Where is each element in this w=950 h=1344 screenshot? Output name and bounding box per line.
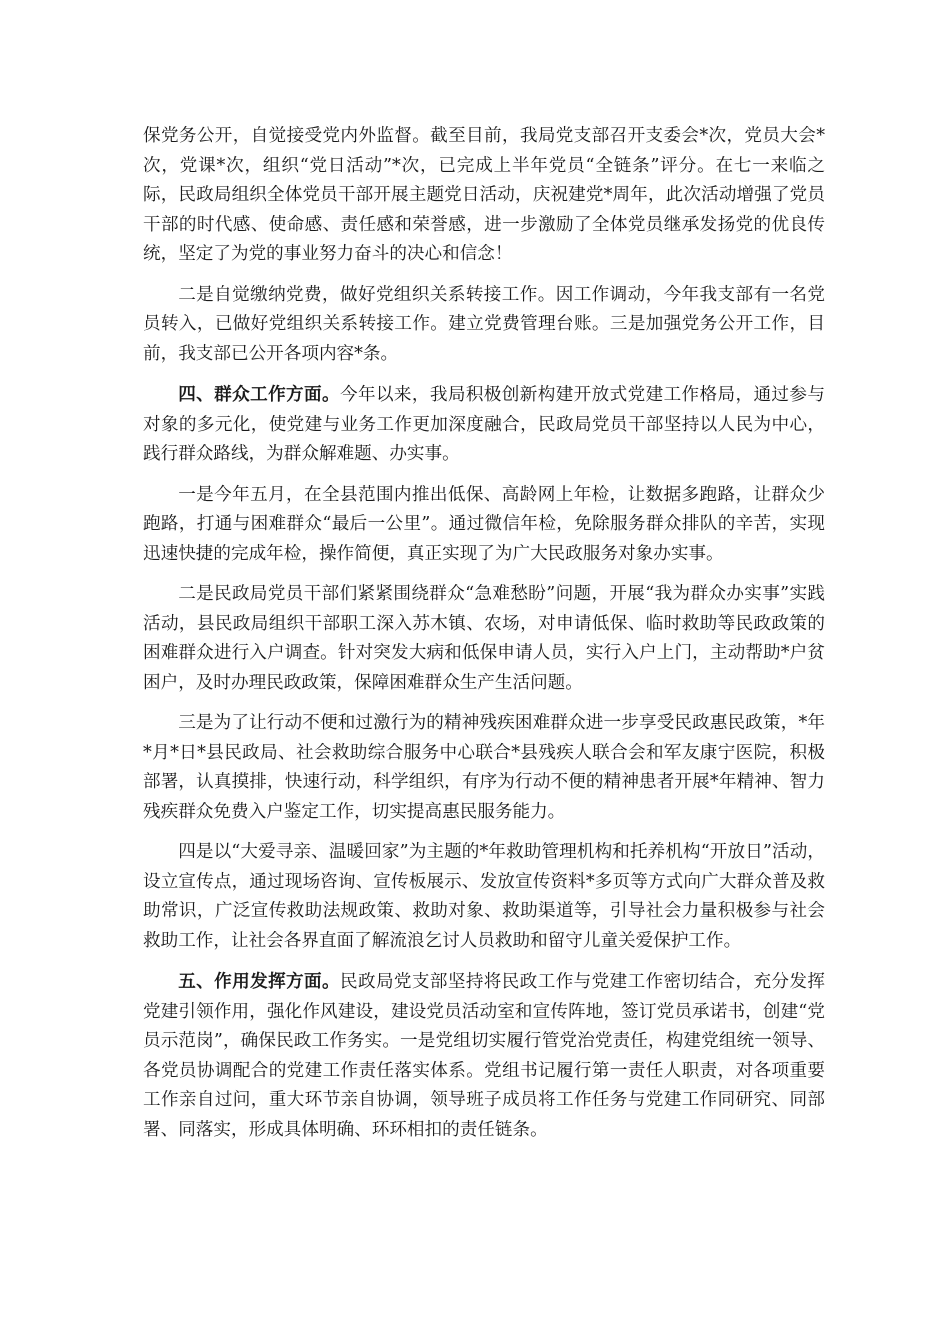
document-body xyxy=(143,122,825,1156)
paragraph-5 xyxy=(143,580,825,698)
paragraph-7 xyxy=(143,838,825,956)
section-heading: 四、群众工作方面。 xyxy=(178,384,340,405)
paragraph-text: 保党务公开，自觉接受党内外监督。截至目前，我局党支部召开支委会*次，党员大会*次，党课*次，组织“党日活动”*次，已完成上半年党员“全链条”评分。在七一来临之际，民政局组织全体党员干部开展主题党日活动，庆祝建党*周年，此次活动增强了党员干部的时代感、使命感、责任感和荣誉感，进一步激励了全体党员继承发扬党的优良传统，坚定了为党的事业努力奋斗的决心和信念！ xyxy=(143,126,825,264)
paragraph-6 xyxy=(143,709,825,827)
paragraph-1 xyxy=(143,122,825,270)
paragraph-2 xyxy=(143,281,825,370)
paragraph-text: 今年以来，我局积极创新构建开放式党建工作格局，通过参与对象的多元化，使党建与业务工作更加深度融合，民政局党员干部坚持以人民为中心，践行群众路线，为群众解难题、办实事。 xyxy=(143,385,825,464)
paragraph-text: 二是自觉缴纳党费，做好党组织关系转接工作。因工作调动，今年我支部有一名党员转入，已做好党组织关系转接工作。建立党费管理台账。三是加强党务公开工作，目前，我支部已公开各项内容*条。 xyxy=(143,284,825,364)
paragraph-text: 二是民政局党员干部们紧紧围绕群众“急难愁盼”问题，开展“我为群众办实事”实践活动，县民政局组织干部职工深入苏木镇、农场，对申请低保、临时救助等民政政策的困难群众进行入户调查。针对突发大病和低保申请人员，实行入户上门，主动帮助*户贫困户，及时办理民政政策，保障困难群众生产生活问题。 xyxy=(143,584,825,693)
paragraph-3 xyxy=(143,380,825,470)
paragraph-4 xyxy=(143,481,825,570)
paragraph-8 xyxy=(143,967,825,1145)
paragraph-text: 民政局党支部坚持将民政工作与党建工作密切结合，充分发挥党建引领作用，强化作风建设，建设党员活动室和宣传阵地，签订党员承诺书，创建“党员示范岗”，确保民政工作务实。一是党组切实履行管党治党责任，构建党组统一领导、各党员协调配合的党建工作责任落实体系。党组书记履行第一责任人职责，对各项重要工作亲自过问，重大环节亲自协调，领导班子成员将工作任务与党建工作同研究、同部署、同落实，形成具体明确、环环相扣的责任链条。 xyxy=(143,972,825,1140)
section-heading: 五、作用发挥方面。 xyxy=(178,971,340,992)
paragraph-text: 三是为了让行动不便和过激行为的精神残疾困难群众进一步享受民政惠民政策，*年*月*日*县民政局、社会救助综合服务中心联合*县残疾人联合会和军友康宁医院，积极部署，认真摸排，快速行动，科学组织，有序为行动不便的精神患者开展*年精神、智力残疾群众免费入户鉴定工作，切实提高惠民服务能力。 xyxy=(143,713,825,822)
paragraph-text: 四是以“大爱寻亲、温暖回家”为主题的*年救助管理机构和托养机构“开放日”活动，设立宣传点，通过现场咨询、宣传板展示、发放宣传资料*多页等方式向广大群众普及救助常识，广泛宣传救助法规政策、救助对象、救助渠道等，引导社会力量积极参与社会救助工作，让社会各界直面了解流浪乞讨人员救助和留守儿童关爱保护工作。 xyxy=(143,842,825,951)
paragraph-text: 一是今年五月，在全县范围内推出低保、高龄网上年检，让数据多跑路，让群众少跑路，打通与困难群众“最后一公里”。通过微信年检，免除服务群众排队的辛苦，实现迅速快捷的完成年检，操作简便，真正实现了为广大民政服务对象办实事。 xyxy=(143,484,825,564)
